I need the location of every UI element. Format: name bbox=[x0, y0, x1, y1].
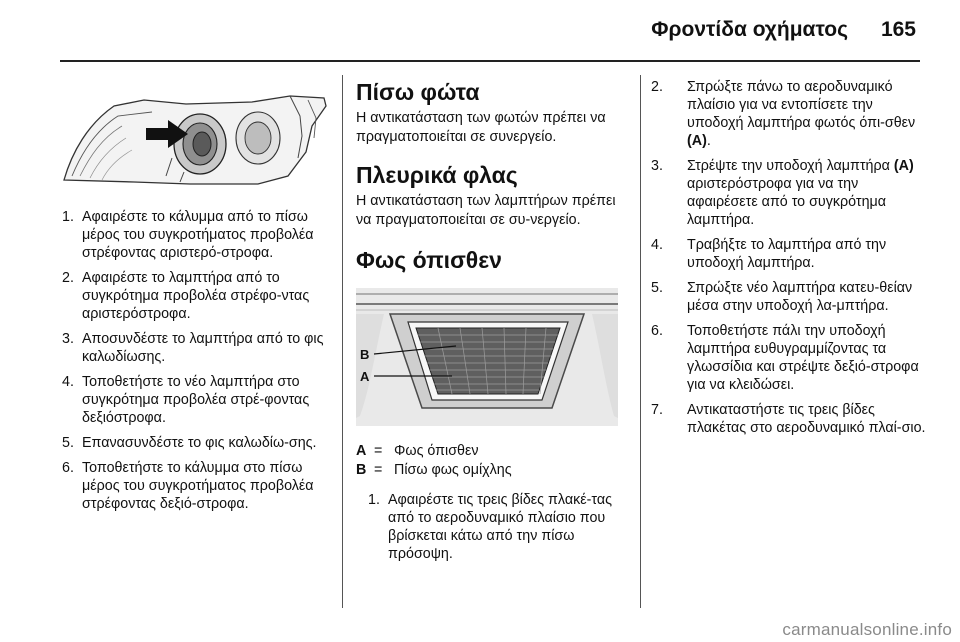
side-flash-text: Η αντικατάσταση των λαμπτήρων πρέπει να πραγματοποιείται σε συ-νεργείο. bbox=[356, 193, 616, 228]
reverse-light-steps-continued bbox=[651, 78, 929, 437]
rear-lights-text: Η αντικατάσταση των φωτών πρέπει να πραγματοποιείται σε συνεργείο. bbox=[356, 110, 606, 145]
figure-legend bbox=[356, 442, 621, 480]
headlamp-steps bbox=[62, 208, 330, 513]
list-item: 7. Αντικαταστήστε τις τρεις βίδες πλακέτας στο αεροδυναμικό πλαί-σιο. bbox=[651, 402, 926, 436]
list-item: 1. Αφαιρέστε τις τρεις βίδες πλακέ-τας από το αεροδυναμικό πλαίσιο που βρίσκεται κάτω από την πίσω πρόσοψη. bbox=[368, 492, 612, 562]
list-item: 2. Αφαιρέστε το λαμπτήρα από το συγκρότημα προβολέα στρέφο-ντας αριστερόστροφα. bbox=[62, 270, 310, 322]
list-item: 3. Αποσυνδέστε το λαμπτήρα από το φις καλωδίωσης. bbox=[62, 331, 324, 365]
list-item: 1. Αφαιρέστε το κάλυμμα από το πίσω μέρος του συγκροτήματος προβολέα στρέφοντας αριστερό-στροφα. bbox=[62, 209, 314, 261]
column-divider-2 bbox=[640, 75, 641, 608]
list-item: 5. Επανασυνδέστε το φις καλωδίω-σης. bbox=[62, 435, 317, 451]
list-item: 6. Τοποθετήστε πάλι την υποδοχή λαμπτήρα ευθυγραμμίζοντας τα γλωσσίδια και στρέψτε δεξιό-στροφα για να κλειδώσει. bbox=[651, 323, 919, 393]
list-item: 4. Τραβήξτε το λαμπτήρα από την υποδοχή λαμπτήρα. bbox=[651, 237, 887, 271]
list-item: 6. Τοποθετήστε το κάλυμμα στο πίσω μέρος του συγκροτήματος προβολέα στρέφοντας δεξιό-στροφα. bbox=[62, 460, 314, 512]
watermark: carmanualsonline.info bbox=[782, 620, 952, 639]
label-b: B bbox=[360, 347, 370, 362]
rear-lamp-figure bbox=[356, 288, 618, 426]
section-title: Φροντίδα οχήματος bbox=[651, 18, 848, 41]
legend-item: A = Φως όπισθεν bbox=[356, 443, 479, 459]
reverse-light-heading: Φως όπισθεν bbox=[356, 247, 502, 273]
rear-lights-heading: Πίσω φώτα bbox=[356, 79, 480, 105]
list-item: 2. Σπρώξτε πάνω το αεροδυναμικό πλαίσιο για να εντοπίσετε την υποδοχή λαμπτήρα φωτός όπι-σθεν (A). bbox=[651, 79, 916, 149]
list-item: 4. Τοποθετήστε το νέο λαμπτήρα στο συγκρότημα προβολέα στρέ-φοντας δεξιόστροφα. bbox=[62, 374, 310, 426]
headlamp-figure bbox=[62, 72, 330, 190]
column-2 bbox=[356, 78, 621, 570]
column-1 bbox=[62, 72, 330, 520]
list-item: 5. Σπρώξτε νέο λαμπτήρα κατευ-θείαν μέσα στην υποδοχή λα-μπτήρα. bbox=[651, 280, 913, 314]
reverse-light-steps bbox=[368, 491, 621, 563]
header-rule bbox=[60, 60, 920, 62]
column-3 bbox=[651, 78, 929, 444]
list-item: 3. Στρέψτε την υποδοχή λαμπτήρα (A) αριστερόστροφα για να την αφαιρέσετε από το συγκρότημα λαμπτήρα. bbox=[651, 158, 914, 228]
side-flash-heading: Πλευρικά φλας bbox=[356, 162, 518, 188]
page-number: 165 bbox=[880, 18, 916, 41]
label-a: A bbox=[360, 369, 370, 384]
column-divider-1 bbox=[342, 75, 343, 608]
legend-item: B = Πίσω φως ομίχλης bbox=[356, 462, 512, 478]
page-header bbox=[0, 0, 960, 62]
